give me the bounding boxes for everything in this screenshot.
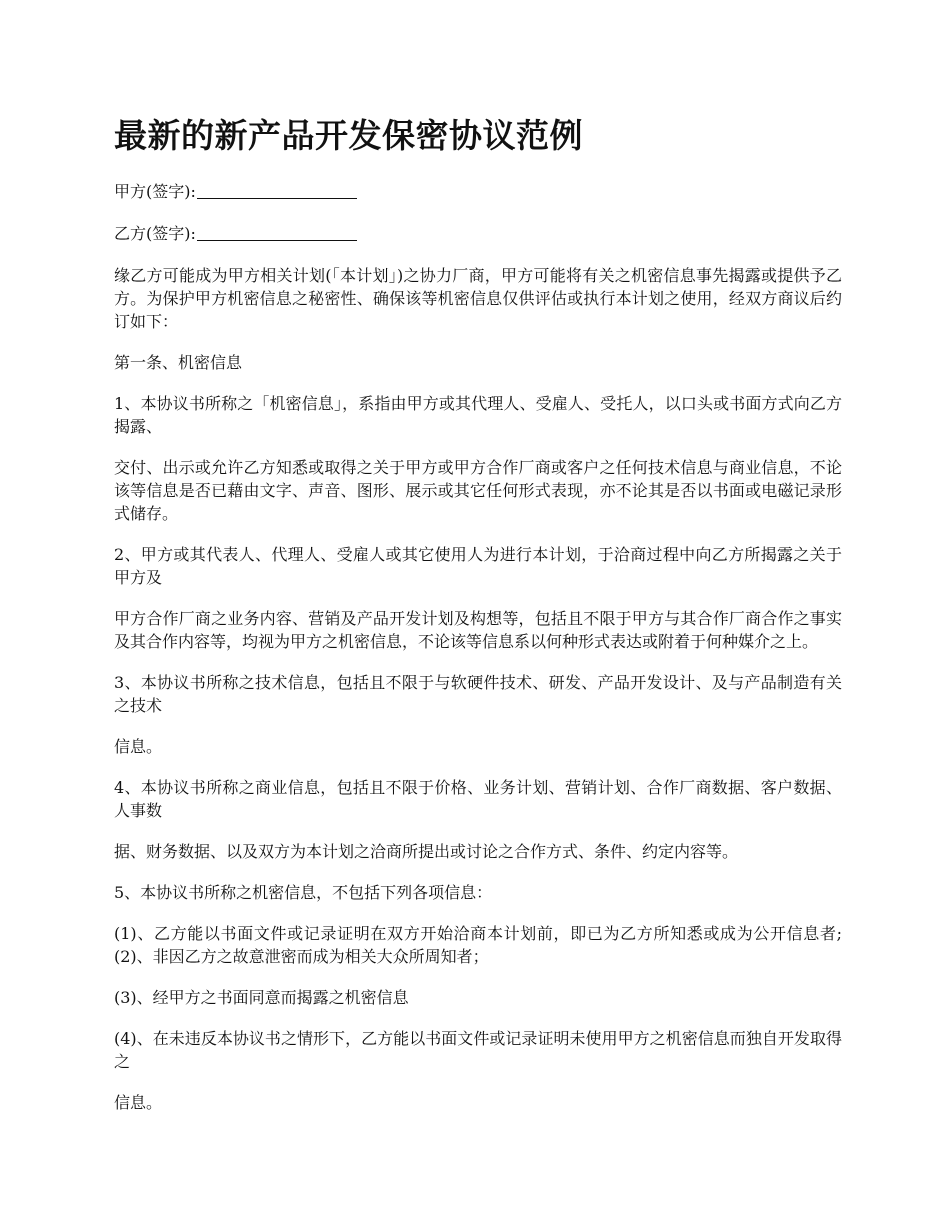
exclusion-item: (4)、在未违反本协议书之情形下，乙方能以书面文件或记录证明未使用甲方之机密信息而独自开发取得之 (114, 1029, 842, 1071)
exclusion-item: (1)、乙方能以书面文件或记录证明在双方开始洽商本计划前，即已为乙方所知悉或成为公开信息者;(2)、非因乙方之故意泄密而成为相关大众所周知者； (114, 924, 842, 966)
party-b-signature-label: 乙方(签字): (114, 224, 196, 243)
document-page (114, 112, 842, 1132)
party-b-signature-blank (197, 224, 357, 241)
document-title: 最新的新产品开发保密协议范例 (114, 116, 583, 155)
exclusion-item: 信息。 (114, 1093, 163, 1112)
party-a-signature-line (114, 180, 842, 204)
clause-paragraph: 据、财务数据、以及双方为本计划之洽商所提出或讨论之合作方式、条件、约定内容等。 (114, 842, 739, 861)
party-a-signature-label: 甲方(签字): (114, 182, 196, 201)
party-b-signature-line (114, 222, 842, 246)
clause-paragraph: 3、本协议书所称之技术信息，包括且不限于与软硬件技术、研发、产品开发设计、及与产品制造有关之技术 (114, 673, 842, 715)
clause-paragraph: 甲方合作厂商之业务内容、营销及产品开发计划及构想等，包括且不限于甲方与其合作厂商合作之事实及其合作内容等，均视为甲方之机密信息，不论该等信息系以何种形式表达或附着于何种媒介之上。 (114, 609, 842, 651)
clause-paragraph: 交付、出示或允许乙方知悉或取得之关于甲方或甲方合作厂商或客户之任何技术信息与商业信息，不论该等信息是否已藉由文字、声音、图形、展示或其它任何形式表现，亦不论其是否以书面或电磁记录形式储存。 (114, 458, 842, 523)
clause-paragraph: 1、本协议书所称之「机密信息」，系指由甲方或其代理人、受雇人、受托人，以口头或书面方式向乙方揭露、 (114, 394, 842, 436)
exclusion-item: (3)、经甲方之书面同意而揭露之机密信息 (114, 988, 409, 1007)
preamble-paragraph: 缘乙方可能成为甲方相关计划(「本计划」)之协力厂商，甲方可能将有关之机密信息事先揭露或提供予乙方。为保护甲方机密信息之秘密性、确保该等机密信息仅供评估或执行本计划之使用，经双方商议后约订如下： (114, 266, 842, 331)
clause-paragraph: 2、甲方或其代表人、代理人、受雇人或其它使用人为进行本计划，于洽商过程中向乙方所揭露之关于甲方及 (114, 545, 842, 587)
clause-paragraph: 4、本协议书所称之商业信息，包括且不限于价格、业务计划、营销计划、合作厂商数据、客户数据、人事数 (114, 778, 842, 820)
party-a-signature-blank (197, 182, 357, 199)
clause-paragraph: 5、本协议书所称之机密信息，不包括下列各项信息： (114, 883, 493, 902)
article-heading: 第一条、机密信息 (114, 353, 243, 372)
clause-paragraph: 信息。 (114, 737, 163, 756)
